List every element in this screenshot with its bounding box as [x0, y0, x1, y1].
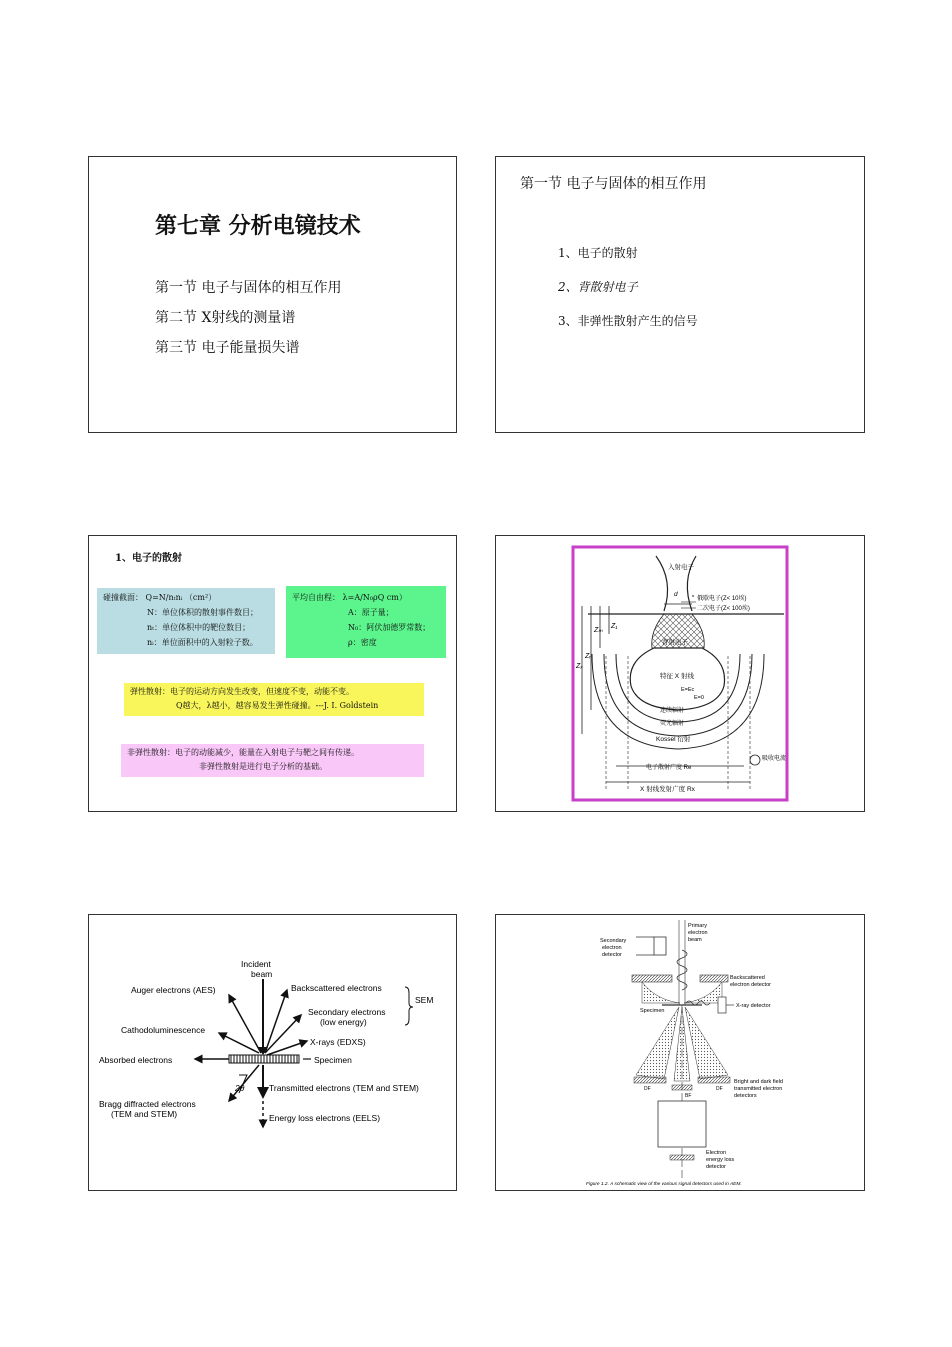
outline-item-3: 3、非弹性散射产生的信号	[558, 314, 698, 328]
label-eel-1: Electron	[706, 1150, 727, 1156]
section-item-2: 第二节 X射线的测量谱	[155, 310, 296, 326]
label-auger: 俄歇电子(Z< 10埃)	[697, 596, 747, 602]
cross-section-line: nₜ：单位体积中的靶位数目；	[147, 623, 251, 632]
label-zr: Zᵣ	[585, 653, 591, 660]
section-item-1: 第一节 电子与固体的相互作用	[155, 280, 342, 296]
slide-chapter-title	[88, 156, 457, 433]
section-item-3: 第三节 电子能量损失谱	[155, 340, 300, 356]
mean-free-path-line: 平均自由程： λ=A/N₀ρQ cm）	[292, 593, 407, 602]
slide-interaction-volume	[495, 535, 865, 812]
label-d: d	[674, 591, 678, 598]
mean-free-path-box	[286, 586, 446, 658]
label-bse-2: electron detector	[730, 982, 771, 988]
signal-types-diagram	[89, 915, 457, 1190]
label-bdf-2: transmitted electron	[734, 1086, 783, 1092]
scattering-heading: 1、电子的散射	[115, 553, 182, 564]
label-absorbed: 吸收电流	[762, 756, 787, 762]
label-two-theta: 2θ	[235, 1083, 245, 1093]
label-continuous: 连续辐射	[660, 708, 685, 714]
label-backscatter: 背射电子	[662, 639, 688, 646]
chapter-title: 第七章 分析电镜技术	[155, 214, 361, 239]
label-primary-3: beam	[688, 937, 702, 943]
cross-section-box	[97, 588, 275, 654]
outline-item-2: 2、背散射电子	[558, 280, 638, 294]
label-auger: Auger electrons (AES)	[131, 985, 216, 995]
label-zm: Zₘ	[594, 627, 603, 634]
label-fluorescence: 荧光辐射	[660, 721, 685, 727]
slide-aem-detectors	[495, 914, 865, 1191]
label-specimen: Specimen	[314, 1055, 352, 1065]
label-eel-3: detector	[706, 1164, 726, 1170]
figure-caption: Figure 1.2. A schematic view of the various signal detectors used in AEM.	[586, 1182, 742, 1187]
elastic-line: Q越大，λ越小，越容易发生弹性碰撞。---J. I. Goldstein	[176, 701, 379, 710]
label-cathodo: Cathodoluminescence	[121, 1025, 206, 1035]
label-secondary: 二次电子(Z< 100埃)	[697, 606, 750, 612]
label-bf: BF	[685, 1093, 692, 1099]
elastic-scattering-box	[124, 683, 424, 716]
label-backscattered: Backscattered electrons	[291, 983, 382, 993]
inelastic-scattering-box	[121, 744, 424, 777]
label-sem: SEM	[415, 995, 434, 1005]
cross-section-line: nᵢ：单位面积中的入射粒子数。	[147, 638, 258, 647]
label-bse-1: Backscattered	[730, 975, 765, 981]
label-transmitted: Transmitted electrons (TEM and STEM)	[269, 1083, 419, 1093]
label-z1: Z₁	[611, 623, 618, 630]
label-specimen: Specimen	[640, 1008, 665, 1014]
mean-free-path-line: ρ：密度	[348, 638, 377, 647]
label-secondary-2: electron	[602, 945, 622, 951]
label-df-left: DF	[644, 1086, 651, 1092]
mean-free-path-line: A：原子量；	[348, 608, 394, 617]
label-xrays: X-rays (EDXS)	[310, 1037, 366, 1047]
label-e0: E=0	[694, 695, 704, 701]
label-df-right: DF	[716, 1086, 723, 1092]
section-title: 第一节 电子与固体的相互作用	[520, 176, 707, 192]
label-kossel: Kossel 衍射	[656, 736, 691, 743]
label-secondary-1: Secondary	[600, 938, 627, 944]
label-eel-2: energy loss	[706, 1157, 735, 1163]
label-xray-detector: X-ray detector	[736, 1003, 771, 1009]
cross-section-line: 碰撞截面： Q=N/nₜnᵢ （cm²）	[103, 593, 217, 602]
label-bragg-2: (TEM and STEM)	[111, 1109, 178, 1119]
mean-free-path-line: N₀：阿伏加德罗常数；	[348, 623, 431, 632]
inelastic-line: 非弹性散射：电子的动能减少，能量在入射电子与靶之间有传递。	[127, 748, 359, 757]
label-incident: 入射电子	[668, 564, 694, 571]
label-xray: 特征 X 射线	[660, 673, 694, 680]
label-zx: Zₓ	[576, 663, 583, 670]
label-absorbed: Absorbed electrons	[99, 1055, 173, 1065]
interaction-volume-diagram	[496, 536, 864, 811]
label-primary-1: Primary	[688, 923, 707, 929]
label-incident: Incident	[241, 959, 271, 969]
label-secondary-3: detector	[602, 952, 622, 958]
label-beam: beam	[251, 969, 273, 979]
slide-electron-scattering	[88, 535, 457, 812]
slide-section-outline	[495, 156, 865, 433]
label-secondary: Secondary electrons	[308, 1007, 386, 1017]
label-primary-2: electron	[688, 930, 708, 936]
aem-detectors-diagram	[496, 915, 864, 1190]
label-eels: Energy loss electrons (EELS)	[269, 1113, 381, 1123]
label-bragg-1: Bragg diffracted electrons	[99, 1099, 196, 1109]
cross-section-line: N：单位体积的散射事件数目；	[147, 608, 258, 617]
slide-signal-types	[88, 914, 457, 1191]
inelastic-line: 非弹性散射是进行电子分析的基础。	[199, 762, 327, 771]
outline-item-1: 1、电子的散射	[558, 246, 638, 260]
label-low-energy: (low energy)	[320, 1017, 367, 1027]
elastic-line: 弹性散射：电子的运动方向发生改变，但速度不变，动能不变。	[130, 687, 354, 696]
label-ec: E=Eᴄ	[681, 687, 695, 693]
label-bdf-3: detectors	[734, 1093, 757, 1099]
label-re: 电子散射广度 Re	[646, 765, 692, 771]
specimen-bar	[229, 1055, 299, 1063]
label-rx: X 射线发射广度 Rx	[640, 786, 695, 793]
label-bdf-1: Bright and dark field	[734, 1079, 783, 1085]
